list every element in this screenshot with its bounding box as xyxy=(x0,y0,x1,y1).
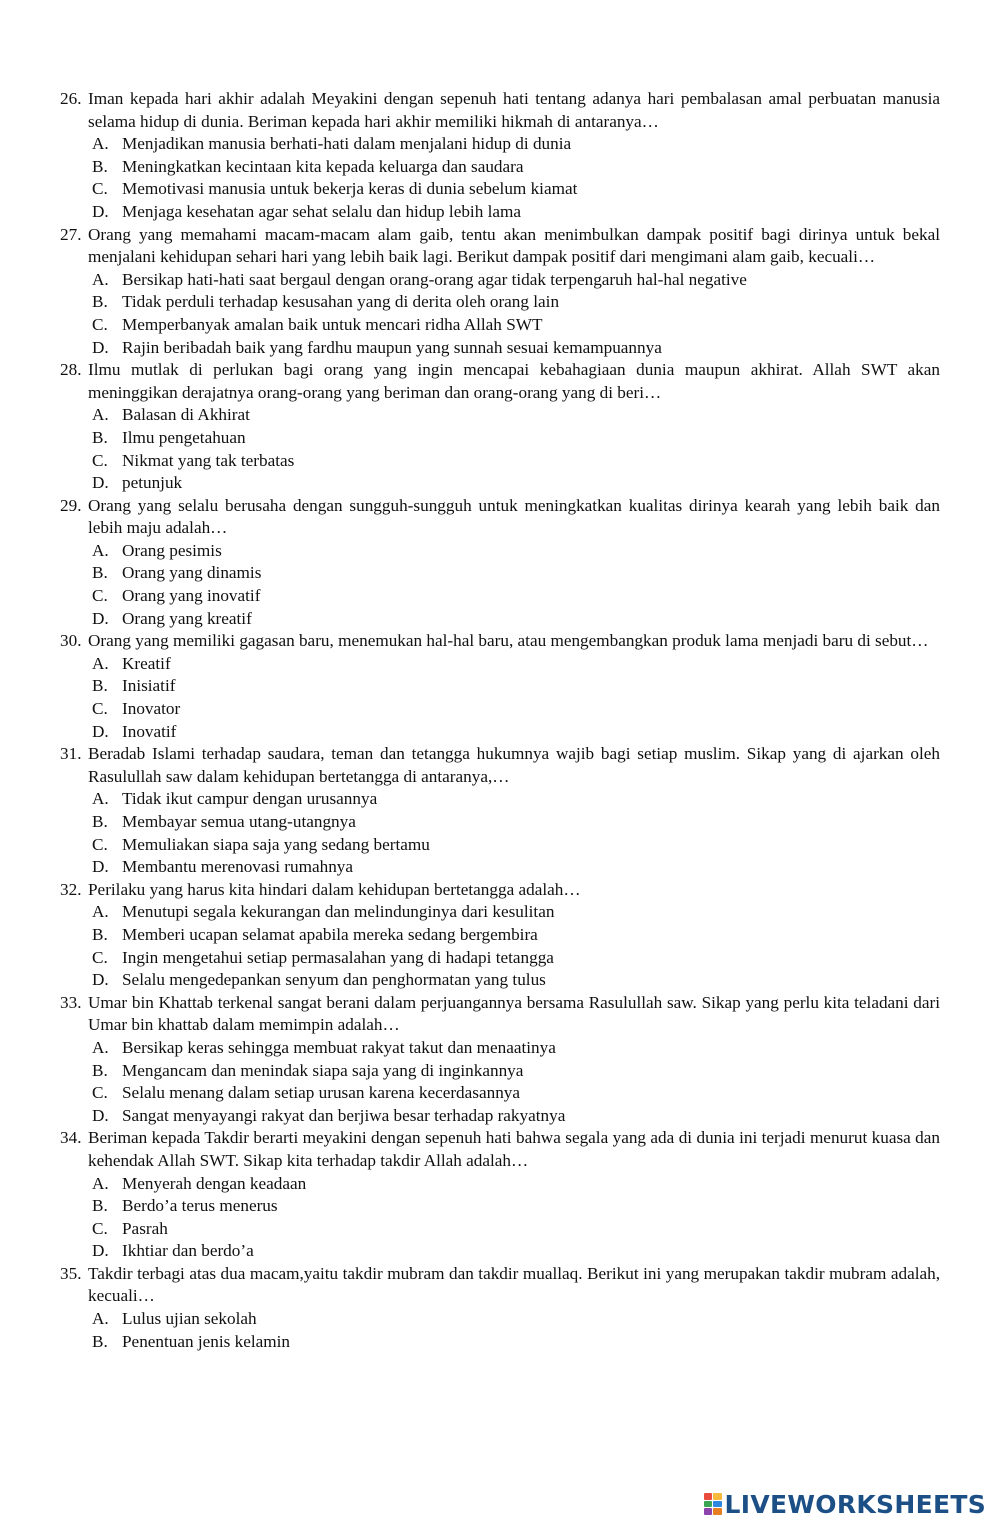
liveworksheets-wordmark: LIVEWORKSHEETS xyxy=(724,1489,986,1519)
option-letter: D. xyxy=(92,857,109,877)
logo-square xyxy=(704,1508,713,1515)
option-letter: D. xyxy=(92,970,109,990)
answer-option[interactable] xyxy=(60,201,940,224)
option-letter: D. xyxy=(92,201,109,221)
option-text: Menyerah dengan keadaan xyxy=(122,1173,307,1193)
option-letter: D. xyxy=(92,1105,109,1125)
answer-option[interactable] xyxy=(60,427,940,450)
answer-option[interactable] xyxy=(60,562,940,585)
option-text: Inovator xyxy=(122,699,181,719)
question-number: 27. xyxy=(60,224,82,244)
option-letter: B. xyxy=(92,292,108,312)
option-text: Berdo’a terus menerus xyxy=(122,1196,278,1216)
answer-option[interactable] xyxy=(60,314,940,337)
answer-option[interactable] xyxy=(60,472,940,495)
option-text: Menutupi segala kekurangan dan melindunginya dari kesulitan xyxy=(122,902,555,922)
option-text: Penentuan jenis kelamin xyxy=(122,1331,291,1351)
question-number: 32. xyxy=(60,879,82,899)
option-text: Balasan di Akhirat xyxy=(122,405,250,425)
answer-option[interactable] xyxy=(60,1195,940,1218)
option-text: Ingin mengetahui setiap permasalahan yang di hadapi tetangga xyxy=(122,947,554,967)
option-letter: C. xyxy=(92,1218,108,1238)
answer-option[interactable] xyxy=(60,969,940,992)
worksheet-page xyxy=(60,88,940,1353)
option-text: Orang yang inovatif xyxy=(122,586,261,606)
question-item xyxy=(60,359,940,495)
answer-option[interactable] xyxy=(60,178,940,201)
option-letter: B. xyxy=(92,676,108,696)
answer-option[interactable] xyxy=(60,1240,940,1263)
option-text: Membayar semua utang-utangnya xyxy=(122,812,356,831)
liveworksheets-logo-icon xyxy=(704,1493,722,1515)
answer-option[interactable] xyxy=(60,156,940,179)
question-item xyxy=(60,224,940,360)
option-letter: B. xyxy=(92,1331,108,1351)
question-text: Iman kepada hari akhir adalah Meyakini dengan sepenuh hati tentang adanya hari pembalasan amal perbuatan manusia selama hidup di dunia. Beriman kepada hari akhir memiliki hikmah di antaranya… xyxy=(88,89,940,131)
option-text: Rajin beribadah baik yang fardhu maupun yang sunnah sesuai kemampuannya xyxy=(122,337,662,357)
option-text: Selalu menang dalam setiap urusan karena kecerdasannya xyxy=(122,1083,521,1103)
option-text: Memuliakan siapa saja yang sedang bertamu xyxy=(122,834,430,854)
option-letter: A. xyxy=(92,269,109,289)
option-text: Membantu merenovasi rumahnya xyxy=(122,857,354,877)
question-stem xyxy=(60,495,940,540)
question-stem xyxy=(60,224,940,269)
question-text: Orang yang selalu berusaha dengan sungguh-sungguh untuk meningkatkan kualitas dirinya kearah yang lebih baik dan lebih maju adalah… xyxy=(88,495,940,538)
question-number: 34. xyxy=(60,1128,82,1148)
question-stem xyxy=(60,630,940,653)
question-text: Ilmu mutlak di perlukan bagi orang yang ingin mencapai kebahagiaan dunia maupun akhirat. Allah SWT akan meninggikan derajatnya orang-orang yang beriman dan orang-orang yang di beri… xyxy=(88,360,940,402)
answer-option[interactable] xyxy=(60,698,940,721)
option-letter: D. xyxy=(92,473,109,493)
question-item xyxy=(60,743,940,879)
option-letter: B. xyxy=(92,563,108,583)
option-letter: C. xyxy=(92,834,108,854)
option-letter: B. xyxy=(92,924,108,944)
option-letter: B. xyxy=(92,1060,108,1080)
question-text: Takdir terbagi atas dua macam,yaitu takdir mubram dan takdir muallaq. Berikut ini yang merupakan takdir mubram adalah, kecuali… xyxy=(88,1263,940,1306)
question-stem xyxy=(60,879,940,902)
option-text: Tidak perduli terhadap kesusahan yang di derita oleh orang lain xyxy=(122,292,560,312)
option-letter: A. xyxy=(92,1309,109,1329)
question-item xyxy=(60,879,940,992)
question-stem xyxy=(60,992,940,1037)
option-text: Bersikap hati-hati saat bergaul dengan orang-orang agar tidak terpengaruh hal-hal negative xyxy=(122,269,747,289)
option-text: Orang pesimis xyxy=(122,540,222,560)
answer-option[interactable] xyxy=(60,133,940,156)
option-letter: C. xyxy=(92,179,108,199)
answer-option[interactable] xyxy=(60,1105,940,1128)
option-text: Orang yang kreatif xyxy=(122,608,252,628)
option-letter: A. xyxy=(92,902,109,922)
answer-option[interactable] xyxy=(60,1060,940,1083)
answer-option[interactable] xyxy=(60,291,940,314)
question-item xyxy=(60,1263,940,1353)
option-text: Memotivasi manusia untuk bekerja keras di dunia sebelum kiamat xyxy=(122,179,578,199)
option-text: Tidak ikut campur dengan urusannya xyxy=(122,789,378,809)
option-letter: C. xyxy=(92,586,108,606)
option-letter: C. xyxy=(92,314,108,334)
answer-option[interactable] xyxy=(60,540,940,563)
logo-square xyxy=(713,1501,722,1508)
option-letter: D. xyxy=(92,1241,109,1261)
option-letter: A. xyxy=(92,405,109,425)
option-text: Orang yang dinamis xyxy=(122,563,262,583)
option-text: Kreatif xyxy=(122,653,171,673)
answer-option[interactable] xyxy=(60,608,940,631)
option-text: Mengancam dan menindak siapa saja yang di inginkannya xyxy=(122,1060,524,1080)
question-stem xyxy=(60,1263,940,1308)
question-text: Orang yang memahami macam-macam alam gaib, tentu akan menimbulkan dampak positif bagi dirinya untuk bekal menjalani kehidupan sehari hari yang lebih baik lagi. Berikut dampak positif dari mengimani alam gaib, kecuali… xyxy=(88,224,940,267)
logo-square xyxy=(713,1493,722,1500)
logo-square xyxy=(713,1508,722,1515)
answer-option[interactable] xyxy=(60,811,940,834)
option-text: Inovatif xyxy=(122,721,177,741)
option-letter: A. xyxy=(92,789,109,809)
question-text: Perilaku yang harus kita hindari dalam kehidupan bertetangga adalah… xyxy=(88,879,581,899)
question-stem xyxy=(60,743,940,788)
option-letter: B. xyxy=(92,812,108,831)
option-text: Selalu mengedepankan senyum dan penghormatan yang tulus xyxy=(122,970,546,990)
question-stem xyxy=(60,1127,940,1172)
option-letter: D. xyxy=(92,721,109,741)
option-text: Ilmu pengetahuan xyxy=(122,427,246,447)
question-item xyxy=(60,1127,940,1263)
question-stem xyxy=(60,88,940,133)
option-letter: C. xyxy=(92,699,108,719)
question-text: Umar bin Khattab terkenal sangat berani dalam perjuangannya bersama Rasulullah saw. Sikap yang perlu kita teladani dari Umar bin khattab dalam memimpin adalah… xyxy=(88,992,940,1035)
answer-option[interactable] xyxy=(60,653,940,676)
option-text: Inisiatif xyxy=(122,676,176,696)
option-text: petunjuk xyxy=(122,473,183,493)
answer-option[interactable] xyxy=(60,337,940,360)
question-number: 26. xyxy=(60,89,82,108)
answer-option[interactable] xyxy=(60,1218,940,1241)
option-text: Memperbanyak amalan baik untuk mencari ridha Allah SWT xyxy=(122,314,543,334)
answer-option[interactable] xyxy=(60,675,940,698)
answer-option[interactable] xyxy=(60,269,940,292)
question-number: 28. xyxy=(60,360,82,380)
option-text: Lulus ujian sekolah xyxy=(122,1309,257,1329)
option-text: Nikmat yang tak terbatas xyxy=(122,450,295,470)
question-number: 31. xyxy=(60,744,82,764)
option-letter: C. xyxy=(92,1083,108,1103)
answer-option[interactable] xyxy=(60,788,940,811)
option-letter: C. xyxy=(92,450,108,470)
question-number: 35. xyxy=(60,1263,82,1283)
question-item xyxy=(60,495,940,631)
question-number: 30. xyxy=(60,631,82,651)
option-text: Memberi ucapan selamat apabila mereka sedang bergembira xyxy=(122,924,538,944)
question-number: 29. xyxy=(60,495,82,515)
option-text: Menjadikan manusia berhati-hati dalam menjalani hidup di dunia xyxy=(122,134,572,154)
option-letter: A. xyxy=(92,134,109,154)
question-stem xyxy=(60,359,940,404)
option-letter: A. xyxy=(92,653,109,673)
option-letter: C. xyxy=(92,947,108,967)
option-letter: A. xyxy=(92,540,109,560)
option-text: Pasrah xyxy=(122,1218,168,1238)
option-letter: D. xyxy=(92,337,109,357)
option-letter: A. xyxy=(92,1173,109,1193)
option-text: Bersikap keras sehingga membuat rakyat takut dan menaatinya xyxy=(122,1037,556,1057)
question-item xyxy=(60,630,940,743)
option-letter: B. xyxy=(92,156,108,176)
liveworksheets-watermark[interactable] xyxy=(704,1487,986,1521)
answer-option[interactable] xyxy=(60,834,940,857)
answer-option[interactable] xyxy=(60,856,940,879)
option-letter: B. xyxy=(92,1196,108,1216)
question-item xyxy=(60,88,940,224)
question-text: Beradab Islami terhadap saudara, teman dan tetangga hukumnya wajib bagi setiap muslim. Sikap yang di ajarkan oleh Rasulullah saw dalam kehidupan bertetangga di antaranya,… xyxy=(88,744,940,786)
answer-option[interactable] xyxy=(60,901,940,924)
option-text: Sangat menyayangi rakyat dan berjiwa besar terhadap rakyatnya xyxy=(122,1105,566,1125)
question-text: Beriman kepada Takdir berarti meyakini dengan sepenuh hati bahwa segala yang ada di dunia ini terjadi menurut kuasa dan kehendak Allah SWT. Sikap kita terhadap takdir Allah adalah… xyxy=(88,1128,940,1170)
question-text: Orang yang memiliki gagasan baru, menemukan hal-hal baru, atau mengembangkan produk lama menjadi baru di sebut… xyxy=(88,631,929,651)
option-letter: B. xyxy=(92,427,108,447)
answer-option[interactable] xyxy=(60,721,940,744)
logo-square xyxy=(704,1493,713,1500)
option-letter: A. xyxy=(92,1037,109,1057)
answer-option[interactable] xyxy=(60,1082,940,1105)
option-text: Ikhtiar dan berdo’a xyxy=(122,1241,254,1261)
answer-option[interactable] xyxy=(60,1308,940,1331)
question-item xyxy=(60,992,940,1128)
answer-option[interactable] xyxy=(60,450,940,473)
logo-square xyxy=(704,1501,713,1508)
answer-option[interactable] xyxy=(60,1331,940,1354)
option-text: Meningkatkan kecintaan kita kepada keluarga dan saudara xyxy=(122,156,524,176)
answer-option[interactable] xyxy=(60,1037,940,1060)
option-text: Menjaga kesehatan agar sehat selalu dan hidup lebih lama xyxy=(122,201,521,221)
option-letter: D. xyxy=(92,608,109,628)
answer-option[interactable] xyxy=(60,947,940,970)
answer-option[interactable] xyxy=(60,404,940,427)
answer-option[interactable] xyxy=(60,924,940,947)
answer-option[interactable] xyxy=(60,585,940,608)
question-number: 33. xyxy=(60,992,82,1012)
answer-option[interactable] xyxy=(60,1173,940,1196)
